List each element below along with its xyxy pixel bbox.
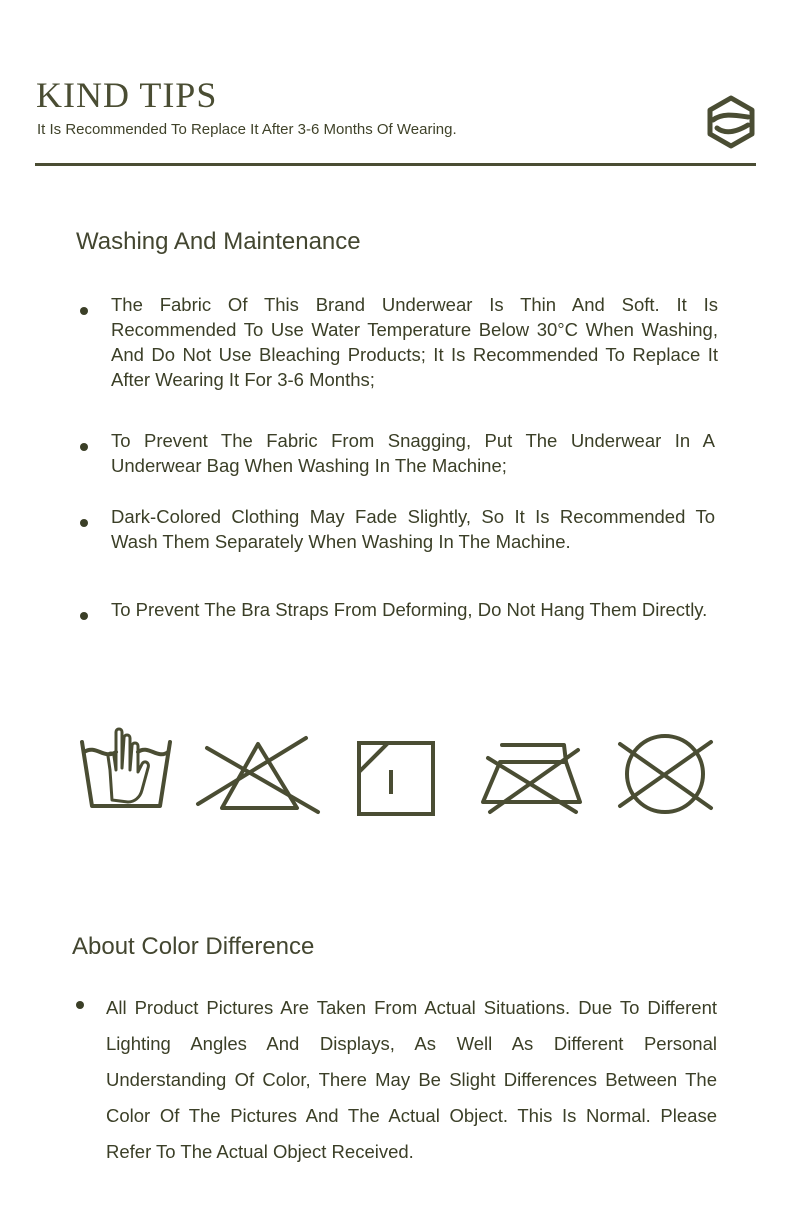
bullet-dot: [80, 307, 88, 315]
washing-item: The Fabric Of This Brand Underwear Is Thin And Soft. It Is Recommended To Use Water Temperature Below 30°C When Washing, And Do Not Use Bleaching Products; It Is Recommended To Replace It After Wearing It For 3-6 Months;: [111, 294, 718, 390]
line-dry-icon: [359, 743, 433, 814]
color-section-title: About Color Difference: [72, 933, 315, 960]
page-subtitle: It Is Recommended To Replace It After 3-6 Months Of Wearing.: [37, 121, 457, 138]
bullet-dot: [80, 443, 88, 451]
hand-wash-icon: [82, 729, 170, 806]
washing-item: Dark-Colored Clothing May Fade Slightly, So It Is Recommended To Wash Them Separately When Washing In The Machine.: [111, 506, 715, 552]
no-tumble-dry-icon: [620, 736, 711, 812]
washing-section-title: Washing And Maintenance: [76, 228, 361, 255]
color-difference-text: All Product Pictures Are Taken From Actual Situations. Due To Different Lighting Angles And Displays, As Well As Different Personal Understanding Of Color, There May Be Slight Differences Between The Color Of The Pictures And The Actual Object. This Is Normal. Please Refer To The Actual Object Received.: [106, 997, 717, 1162]
bullet-dot: [80, 519, 88, 527]
no-bleach-icon: [198, 738, 318, 812]
bullet-dot: [76, 1001, 84, 1009]
header-divider: [35, 163, 756, 166]
washing-item: To Prevent The Fabric From Snagging, Put The Underwear In A Underwear Bag When Washing In The Machine;: [111, 430, 715, 476]
bullet-dot: [80, 612, 88, 620]
washing-item: To Prevent The Bra Straps From Deforming, Do Not Hang Them Directly.: [111, 599, 708, 620]
page-title: KIND TIPS: [36, 75, 218, 115]
no-iron-icon: [483, 745, 580, 812]
brand-logo-icon: [704, 95, 758, 149]
